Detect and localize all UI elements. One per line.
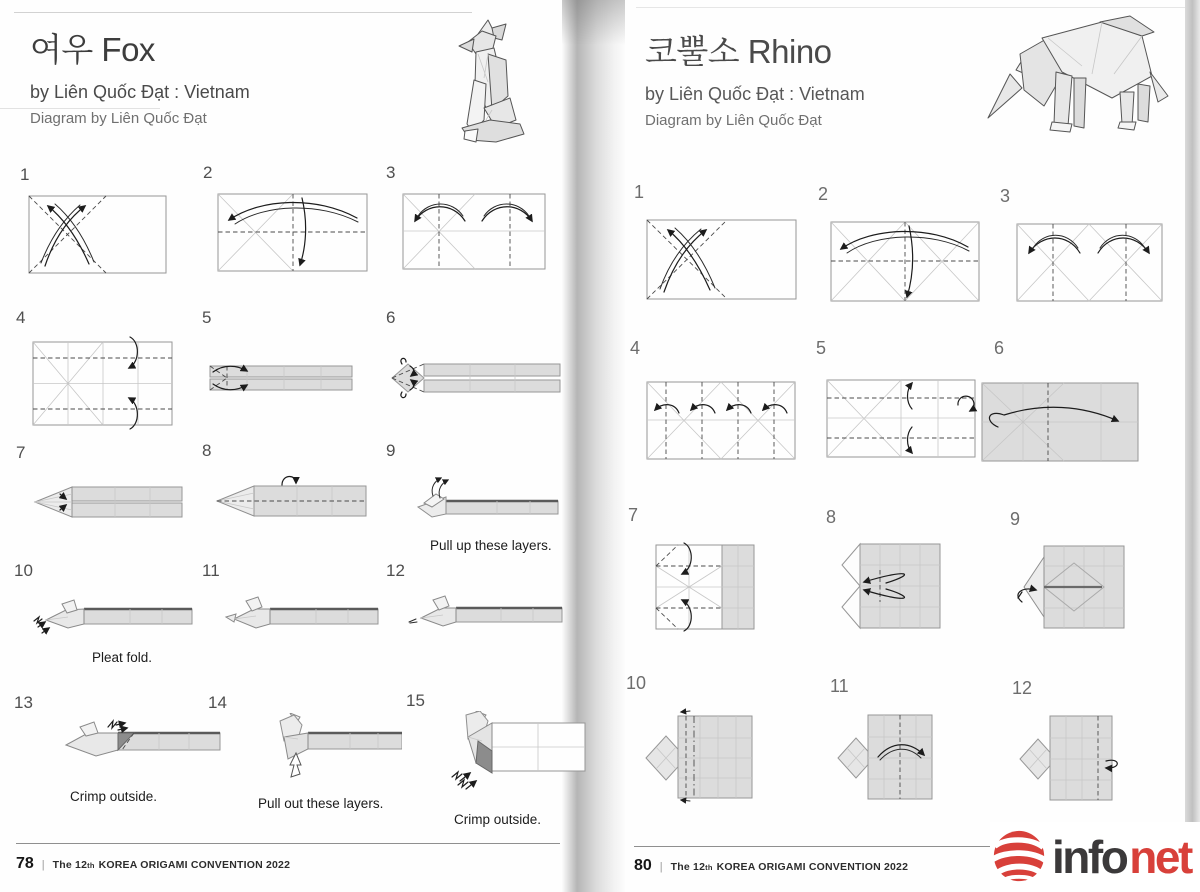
step-number: 8 xyxy=(826,507,837,527)
step-diagram xyxy=(406,595,564,639)
rhino-byline: by Liên Quốc Đạt : Vietnam xyxy=(645,84,865,104)
step-diagram xyxy=(30,475,184,529)
footer-separator: | xyxy=(659,861,663,873)
right-page-top-edge xyxy=(636,7,1185,8)
left-footer-title: The 12th KOREA ORIGAMI CONVENTION 2022 xyxy=(52,859,291,871)
step-number: 10 xyxy=(14,561,33,580)
fox-step-13 xyxy=(14,693,222,804)
fox-step-10 xyxy=(14,561,194,665)
rhino-step-1 xyxy=(634,182,798,301)
fox-step-9 xyxy=(386,441,560,553)
step-number: 13 xyxy=(14,693,33,712)
step-diagram xyxy=(830,219,980,303)
step-diagram xyxy=(654,542,756,632)
step-number: 4 xyxy=(16,308,26,327)
step-caption: Pleat fold. xyxy=(92,650,153,665)
step-diagram xyxy=(1016,544,1126,630)
step-diagram xyxy=(388,354,564,402)
step-number: 7 xyxy=(16,443,26,462)
logo-text-info: info xyxy=(1052,831,1127,883)
step-diagram xyxy=(836,709,936,803)
step-number: 4 xyxy=(630,338,641,358)
infonet-globe-icon xyxy=(990,827,1048,887)
fox-diagram-credit: Diagram by Liên Quốc Đạt xyxy=(30,110,207,127)
left-footer xyxy=(16,855,290,873)
step-diagram xyxy=(54,715,222,773)
fox-header-underline xyxy=(0,108,160,109)
step-number: 11 xyxy=(202,561,220,580)
rhino-step-11 xyxy=(830,676,936,803)
step-caption: Pull up these layers. xyxy=(430,538,552,553)
left-page-number: 78 xyxy=(16,855,34,872)
step-diagram xyxy=(402,477,560,529)
step-caption: Crimp outside. xyxy=(454,812,542,827)
fox-illustration xyxy=(426,18,530,150)
fox-step-6 xyxy=(386,308,564,411)
step-diagram xyxy=(402,191,546,271)
rhino-title: 코뿔소 Rhino xyxy=(645,33,832,70)
left-footer-rule xyxy=(16,843,560,844)
step-number: 12 xyxy=(386,561,405,580)
left-page-top-edge xyxy=(14,12,472,13)
step-diagram xyxy=(212,471,368,527)
step-number: 5 xyxy=(816,338,827,358)
step-diagram xyxy=(838,542,942,630)
step-number: 9 xyxy=(1010,509,1021,529)
step-diagram xyxy=(32,595,194,641)
right-footer xyxy=(634,857,908,875)
step-number: 10 xyxy=(626,673,647,693)
infonet-logo xyxy=(990,822,1200,892)
rhino-step-8 xyxy=(826,507,942,630)
step-diagram xyxy=(28,193,168,275)
step-number: 6 xyxy=(994,338,1005,358)
step-caption: Pull out these layers. xyxy=(258,796,384,811)
step-diagram xyxy=(434,711,586,803)
step-diagram xyxy=(250,713,402,787)
step-number: 9 xyxy=(386,441,396,460)
fox-step-7 xyxy=(16,443,184,538)
step-diagram xyxy=(952,377,1140,465)
fox-header xyxy=(30,24,250,127)
step-number: 1 xyxy=(20,165,30,184)
logo-text-net: net xyxy=(1129,831,1191,883)
step-number: 5 xyxy=(202,308,212,327)
step-number: 2 xyxy=(203,163,213,182)
step-number: 6 xyxy=(386,308,396,327)
fox-step-12 xyxy=(386,561,564,648)
step-diagram xyxy=(642,708,754,804)
step-diagram xyxy=(1018,711,1118,803)
rhino-illustration xyxy=(982,14,1188,140)
step-number: 3 xyxy=(1000,186,1011,206)
fox-step-5 xyxy=(202,308,354,409)
rhino-diagram-credit: Diagram by Liên Quốc Đạt xyxy=(645,112,822,129)
step-diagram xyxy=(202,356,354,400)
fox-step-15 xyxy=(406,691,586,827)
rhino-step-6 xyxy=(950,338,1140,465)
fox-byline: by Liên Quốc Đạt : Vietnam xyxy=(30,82,250,102)
fox-step-3 xyxy=(386,163,546,280)
step-number: 15 xyxy=(406,691,425,710)
rhino-header xyxy=(645,26,865,129)
right-page-number: 80 xyxy=(634,857,652,874)
rhino-step-4 xyxy=(630,338,796,461)
right-footer-title: The 12th KOREA ORIGAMI CONVENTION 2022 xyxy=(670,861,909,873)
step-number: 7 xyxy=(628,505,639,525)
step-diagram xyxy=(646,377,796,461)
step-diagram xyxy=(32,336,174,430)
rhino-step-9 xyxy=(1010,509,1126,630)
rhino-step-2 xyxy=(818,184,980,303)
fox-step-11 xyxy=(202,561,380,650)
step-number: 12 xyxy=(1012,678,1033,698)
step-diagram xyxy=(217,191,369,273)
rhino-step-12 xyxy=(1012,678,1118,803)
fox-step-8 xyxy=(202,441,368,536)
fox-step-1 xyxy=(20,165,168,284)
step-number: 1 xyxy=(634,182,645,202)
step-number: 14 xyxy=(208,693,227,712)
rhino-step-7 xyxy=(628,505,756,632)
fox-step-14 xyxy=(208,693,402,811)
fox-step-4 xyxy=(16,308,174,439)
footer-separator: | xyxy=(41,859,45,871)
step-diagram xyxy=(646,217,798,301)
step-diagram xyxy=(218,595,380,641)
step-diagram xyxy=(1016,221,1163,303)
step-number: 11 xyxy=(830,676,849,696)
step-number: 2 xyxy=(818,184,829,204)
rhino-step-3 xyxy=(1000,186,1163,303)
fox-title: 여우 Fox xyxy=(30,31,155,68)
step-number: 8 xyxy=(202,441,212,460)
step-caption: Crimp outside. xyxy=(70,789,158,804)
rhino-step-10 xyxy=(626,673,754,804)
fox-step-2 xyxy=(203,163,369,282)
step-number: 3 xyxy=(386,163,396,182)
